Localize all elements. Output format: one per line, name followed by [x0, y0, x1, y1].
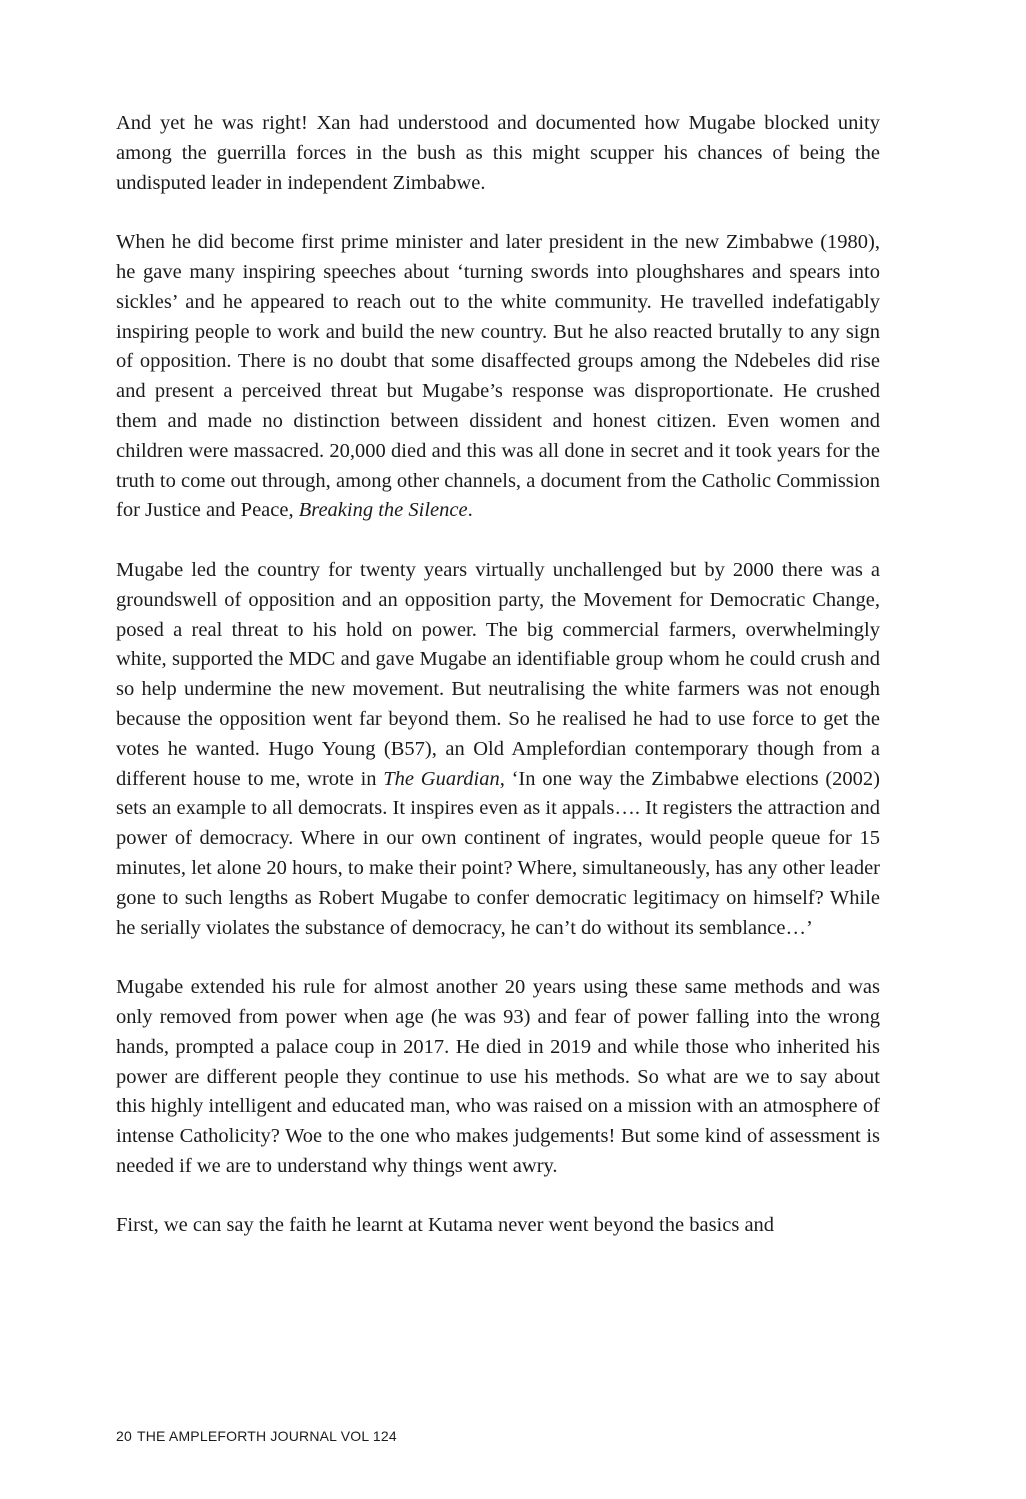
- text-segment: Mugabe led the country for twenty years virtually unchallenged but by 2000 there was a groundswell of opposition and an opposition party, the Movement for Democratic Change, posed a real threat to his hold on power. The big commercial farmers, overwhelmingly white, supported the MDC and gave Mugabe an identifiable group whom he could crush and so help undermine the new movement. But neutralising the white farmers was not enough because the opposition went far beyond them. So he realised he had to use force to get the votes he wanted. Hugo Young (B57), an Old Amplefordian contemporary though from a different house to me, wrote in: [116, 558, 880, 790]
- italic-title: Breaking the Silence: [298, 499, 468, 522]
- text-segment: When he did become first prime minister and later president in the new Zimbabwe (1980), he gave many inspiring speeches about ‘turning swords into ploughshares and spears into sickles’ and he appeared to reach out to the white community. He travelled indefatigably inspiring people to work and build the new country. But he also reacted brutally to any sign of opposition. There is no doubt that some disaffected groups among the Ndebeles did rise and present a perceived threat but Mugabe’s response was disproportionate. He crushed them and made no distinction between dissident and honest citizen. Even women and children were massacred. 20,000 died and this was all done in secret and it took years for the truth to come out through, among other channels, a document from the Catholic Commission for Justice and Peace,: [116, 231, 880, 522]
- body-text: [116, 109, 880, 1241]
- text-segment: Mugabe extended his rule for almost another 20 years using these same methods and was only removed from power when age (he was 93) and fear of power falling into the wrong hands, prompted a palace coup in 2017. He died in 2019 and while those who inherited his power are different people they continue to use his methods. So what are we to say about this highly intelligent and educated man, who was raised on a mission with an atmosphere of intense Catholicity? Woe to the one who makes judgements! But some kind of assessment is needed if we are to understand why things went awry.: [116, 976, 880, 1177]
- page-footer: [116, 1428, 397, 1444]
- paragraph: [116, 973, 880, 1182]
- text-segment: And yet he was right! Xan had understood and documented how Mugabe blocked unity among the guerrilla forces in the bush as this might scupper his chances of being the undisputed leader in independent Zimbabwe.: [116, 112, 880, 194]
- paragraph: [116, 1211, 880, 1241]
- paragraph: [116, 556, 880, 943]
- running-title: THE AMPLEFORTH JOURNAL VOL 124: [136, 1428, 397, 1444]
- text-segment: .: [467, 499, 473, 522]
- page-number: 20: [116, 1428, 132, 1444]
- paragraph: [116, 228, 880, 526]
- italic-title: The Guardian: [383, 767, 500, 790]
- text-segment: , ‘In one way the Zimbabwe elections (2002) sets an example to all democrats. It inspires even as it appals…. It registers the attraction and power of democracy. Where in our own continent of ingrates, would people queue for 15 minutes, let alone 20 hours, to make their point? Where, simultaneously, has any other leader gone to such lengths as Robert Mugabe to confer democratic legitimacy on himself? While he serially violates the substance of democracy, he can’t do without its semblance…’: [116, 767, 880, 939]
- text-segment: First, we can say the faith he learnt at Kutama never went beyond the basics and: [116, 1214, 775, 1237]
- paragraph: [116, 109, 880, 198]
